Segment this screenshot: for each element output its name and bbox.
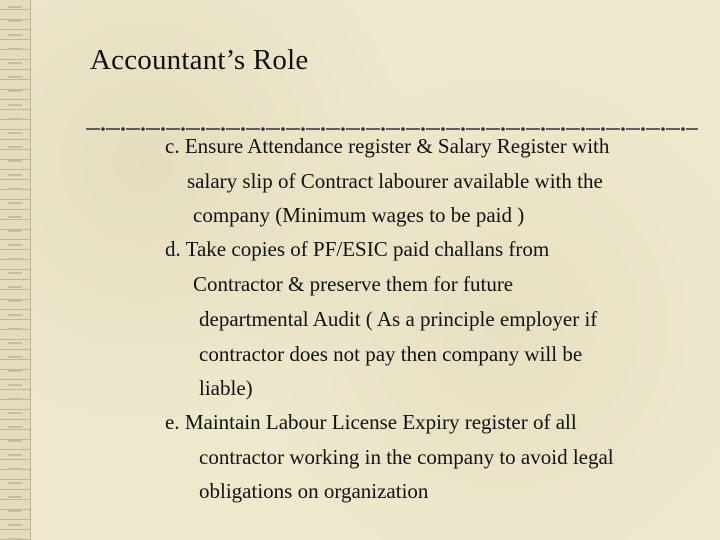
divider-dot: [621, 127, 625, 131]
body-line-9: e. Maintain Labour License Expiry register of all: [165, 410, 577, 434]
divider-dot: [241, 127, 245, 131]
divider-dot: [101, 127, 105, 131]
divider-dot: [641, 127, 645, 131]
body-line-1: c. Ensure Attendance register & Salary Register with: [165, 134, 610, 158]
divider-dot: [401, 127, 405, 131]
body-line-4: d. Take copies of PF/ESIC paid challans from: [165, 237, 550, 261]
divider-dot: [441, 127, 445, 131]
divider-dot: [661, 127, 665, 131]
divider-dot: [421, 127, 425, 131]
body-line-10: contractor working in the company to avoid legal: [199, 445, 614, 469]
divider-dot: [381, 127, 385, 131]
divider-dot: [581, 127, 585, 131]
body-line-7: contractor does not pay then company will be: [199, 342, 583, 366]
body-line-3: company (Minimum wages to be paid ): [193, 203, 525, 227]
divider-dot: [301, 127, 305, 131]
divider-dot: [201, 127, 205, 131]
divider-dot: [181, 127, 185, 131]
slide-title: Accountant’s Role: [90, 44, 309, 76]
body-line-11: obligations on organization: [199, 479, 429, 503]
binding-holes: [8, 0, 22, 540]
divider-dot: [121, 127, 125, 131]
body-line-2: salary slip of Contract labourer available with the: [187, 169, 603, 193]
divider-dot: [521, 127, 525, 131]
divider-dot: [141, 127, 145, 131]
divider-dot: [501, 127, 505, 131]
binding-strip: [0, 0, 31, 540]
divider-dot: [281, 127, 285, 131]
divider-dot: [461, 127, 465, 131]
divider-dot: [681, 127, 685, 131]
divider-dot: [481, 127, 485, 131]
divider-dot: [161, 127, 165, 131]
body-line-6: departmental Audit ( As a principle employer if: [199, 307, 598, 331]
divider-dot: [321, 127, 325, 131]
divider-dot: [541, 127, 545, 131]
body-line-5: Contractor & preserve them for future: [193, 272, 514, 296]
body-line-8: liable): [199, 376, 253, 400]
divider-dot: [361, 127, 365, 131]
divider-dot: [601, 127, 605, 131]
divider-dot: [261, 127, 265, 131]
divider-dot: [221, 127, 225, 131]
divider-dot: [341, 127, 345, 131]
divider-dot: [561, 127, 565, 131]
